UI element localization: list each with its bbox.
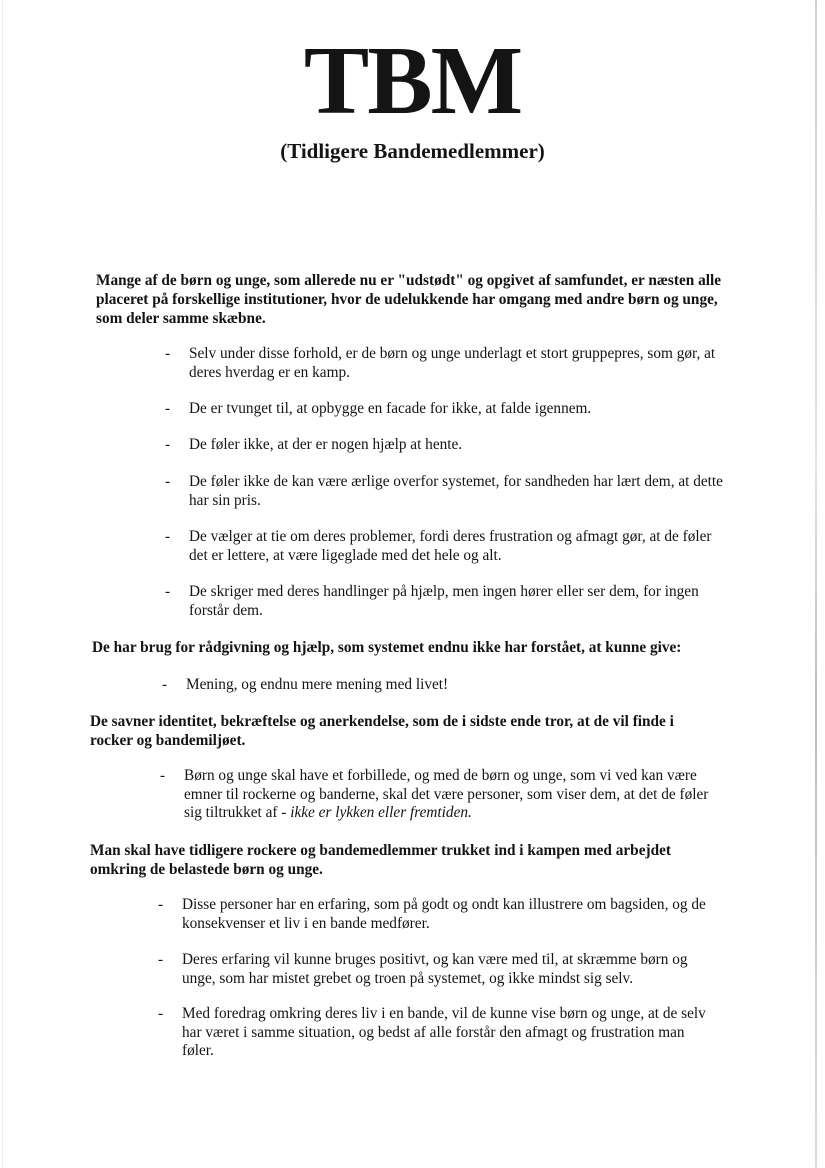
section-heading: Man skal have tidligere rockere og bandemedlemmer trukket ind i kampen med arbejdet omkring de belastede børn og unge. (90, 842, 671, 878)
bullet-text (184, 767, 720, 823)
section-heading: Mange af de børn og unge, som allerede nu er "udstødt" og opgivet af samfundet, er næsten alle placeret på forskellige institutioner, hvor de udelukkende har omgang med andre børn og unge, som deler samme skæbne. (96, 272, 722, 327)
bullet-marker: - (158, 951, 164, 968)
section-heading: De savner identitet, bekræftelse og anerkendelse, som de i sidste ende tror, at de vil finde i rocker og bandemiljøet. (90, 713, 674, 749)
bullet-marker: - (165, 345, 171, 362)
bullet-text: De er tvunget til, at opbygge en facade for ikke, at falde igennem. (189, 400, 592, 417)
bullet-marker: - (160, 767, 166, 784)
bullet-text: De skriger med deres handlinger på hjælp, men ingen hører eller ser dem, for ingen forstår dem. (189, 583, 699, 619)
bullet-marker: - (165, 436, 171, 453)
document-title: TBM (303, 27, 522, 135)
bullet-text: De føler ikke de kan være ærlige overfor systemet, for sandheden har lært dem, at dette har sin pris. (189, 473, 723, 509)
bullet-text: Selv under disse forhold, er de børn og unge underlagt et stort gruppepres, som gør, at deres hverdag er en kamp. (189, 345, 716, 381)
bullet-marker: - (165, 400, 171, 417)
bullet-marker: - (165, 583, 171, 600)
bullet-text: Deres erfaring vil kunne bruges positivt, og kan være med til, at skræmme børn og unge, som har mistet grebet og troen på systemet, og ikke mindst sig selv. (182, 951, 688, 987)
bullet-text: Disse personer har en erfaring, som på godt og ondt kan illustrere om bagsiden, og de konsekvenser et liv i en bande medfører. (182, 896, 706, 932)
bullet-marker: - (162, 676, 168, 693)
bullet-marker: - (158, 896, 164, 913)
bullet-text-emphasis: ikke er lykken eller fremtiden. (290, 804, 472, 821)
bullet-text-main: Børn og unge skal have et forbillede, og med de børn og unge, som vi ved kan være emner til rockerne og banderne, skal det være personer, som viser dem, at det de føler sig tiltrukket af - (184, 767, 709, 821)
scan-edge-right (815, 0, 817, 1168)
bullet-marker: - (158, 1005, 164, 1022)
bullet-marker: - (165, 473, 171, 490)
bullet-text: Mening, og endnu mere mening med livet! (186, 676, 449, 693)
bullet-marker: - (165, 528, 171, 545)
document-subtitle: (Tidligere Bandemedlemmer) (280, 139, 545, 163)
section-heading: De har brug for rådgivning og hjælp, som systemet endnu ikke har forstået, at kunne give: (92, 639, 682, 656)
bullet-text: De føler ikke, at der er nogen hjælp at hente. (189, 436, 463, 453)
bullet-text: De vælger at tie om deres problemer, fordi deres frustration og afmagt gør, at de føler det er lettere, at være ligeglade med det hele og alt. (189, 528, 712, 564)
scan-edge-left (2, 0, 3, 1168)
bullet-text: Med foredrag omkring deres liv i en bande, vil de kunne vise børn og unge, at de selv har været i samme situation, og bedst af alle forstår den afmagt og frustration man føler. (182, 1005, 706, 1059)
